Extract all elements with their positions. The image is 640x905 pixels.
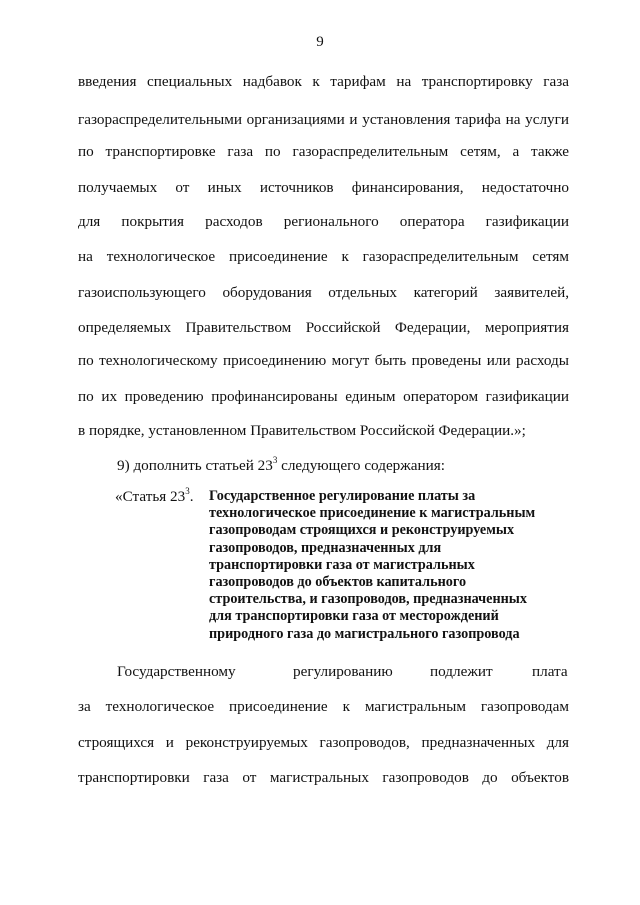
- body-line: для покрытия расходов регионального оператора газификации: [78, 213, 569, 230]
- article-label-prefix: «Статья 23: [115, 488, 186, 505]
- article-title-line: природного газа до магистрального газопровода: [209, 625, 520, 642]
- body-line: по транспортировке газа по газораспределительным сетям, а также: [78, 143, 569, 160]
- body-line: по технологическому присоединению могут быть проведены или расходы: [78, 352, 569, 369]
- article-label: [115, 485, 194, 505]
- item-9-line: [117, 456, 445, 476]
- paragraph-word: подлежит: [430, 663, 493, 680]
- article-title-line: транспортировки газа от магистральных: [209, 556, 475, 573]
- article-title-line: Государственное регулирование платы за: [209, 488, 476, 504]
- body-line: газоиспользующего оборудования отдельных категорий заявителей,: [78, 284, 569, 301]
- body-line: введения специальных надбавок к тарифам на транспортировку газа: [78, 73, 569, 90]
- article-title-line: газопроводов, предназначенных для: [209, 539, 442, 556]
- article-label-superscript: 3: [185, 485, 190, 496]
- body-line: получаемых от иных источников финансирования, недостаточно: [78, 179, 569, 196]
- article-title-line: строительства, и газопроводов, предназначенных: [209, 591, 527, 608]
- article-title-line: газопроводов до объектов капитального: [209, 574, 467, 591]
- paragraph-line: транспортировки газа от магистральных газопроводов до объектов: [78, 769, 569, 786]
- body-line: определяемых Правительством Российской Федерации, мероприятия: [78, 319, 569, 336]
- paragraph-word: плата: [532, 663, 568, 680]
- body-line: в порядке, установленном Правительством Российской Федерации.»;: [78, 422, 526, 439]
- item-9-suffix: следующего содержания:: [277, 457, 445, 474]
- paragraph-line: строящихся и реконструируемых газопроводов, предназначенных для: [78, 734, 569, 751]
- paragraph-word: регулированию: [293, 663, 393, 680]
- item-9-superscript: 3: [272, 454, 278, 465]
- article-title-line: технологическое присоединение к магистральным: [209, 505, 536, 522]
- page-number: 9: [316, 34, 324, 50]
- article-title-line: для транспортировки газа от месторождений: [209, 608, 499, 625]
- article-label-suffix: .: [189, 488, 194, 505]
- body-line: газораспределительными организациями и установления тарифа на услуги: [78, 111, 569, 128]
- article-title: [209, 488, 569, 643]
- item-9-prefix: 9) дополнить статьей 23: [117, 457, 273, 474]
- body-line: на технологическое присоединение к газораспределительным сетям: [78, 248, 569, 265]
- paragraph-word: Государственному: [117, 663, 236, 680]
- paragraph-line: за технологическое присоединение к магистральным газопроводам: [78, 698, 569, 715]
- article-title-line: газопроводам строящихся и реконструируемых: [209, 522, 515, 539]
- body-line: по их проведению профинансированы единым оператором газификации: [78, 388, 569, 405]
